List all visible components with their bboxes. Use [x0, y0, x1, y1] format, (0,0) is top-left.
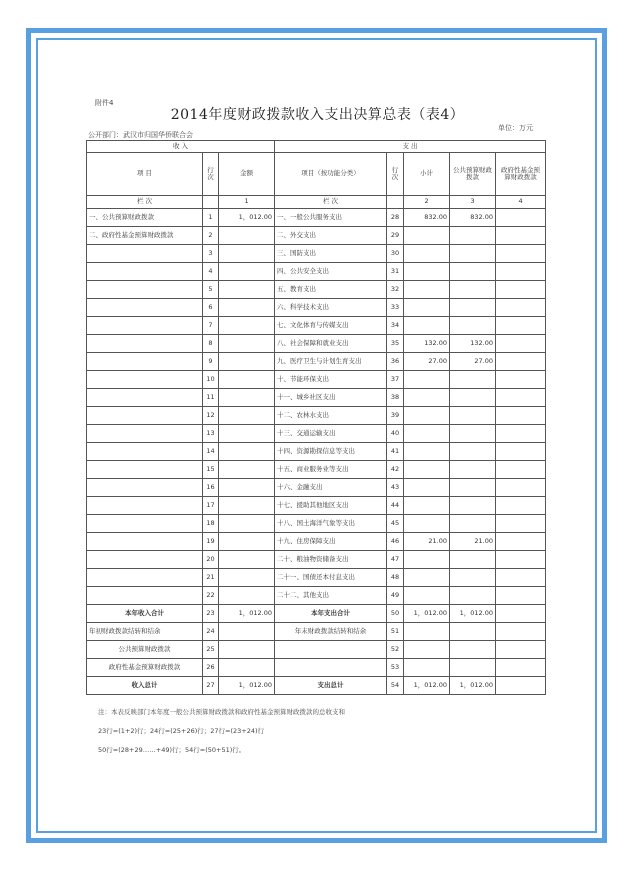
- expense-item: 六、科学技术支出: [275, 299, 387, 317]
- expense-row-num: 45: [387, 515, 404, 533]
- gov-carry-row-num-right: 53: [387, 659, 404, 677]
- col-header-gov-fund: 政府性基金预算财政拨款: [496, 153, 546, 196]
- carry-in-amount: [219, 623, 275, 641]
- expense-subtotal: [404, 515, 450, 533]
- expense-item: 四、公共安全支出: [275, 263, 387, 281]
- income-amount: [219, 407, 275, 425]
- colnum-empty: [203, 196, 219, 209]
- expense-row-num: 32: [387, 281, 404, 299]
- expense-row-num: 38: [387, 389, 404, 407]
- expense-item: 十九、住房保障支出: [275, 533, 387, 551]
- expense-subtotal: [404, 317, 450, 335]
- carry-in-row-num: 24: [203, 623, 219, 641]
- income-amount: [219, 245, 275, 263]
- income-item: [87, 407, 203, 425]
- expense-gov-fund: [496, 371, 546, 389]
- expense-row-num: 31: [387, 263, 404, 281]
- expense-gov-fund: [496, 245, 546, 263]
- expense-public-budget: [450, 407, 496, 425]
- expense-row-num: 48: [387, 569, 404, 587]
- grand-expense-row-num: 54: [387, 677, 404, 695]
- expense-public-budget: [450, 569, 496, 587]
- income-amount: [219, 371, 275, 389]
- income-item: [87, 353, 203, 371]
- document-title: 2014年度财政拨款收入支出决算总表（表4）: [170, 107, 465, 123]
- expense-row-num: 35: [387, 335, 404, 353]
- expense-subtotal: [404, 479, 450, 497]
- gov-carry-row-num: 26: [203, 659, 219, 677]
- table-row: [87, 281, 546, 299]
- expense-item: 十三、交通运输支出: [275, 425, 387, 443]
- expense-gov-fund: [496, 479, 546, 497]
- carry-out-subtotal: [404, 623, 450, 641]
- income-section-header: 收 入: [87, 141, 275, 153]
- expense-subtotal: [404, 299, 450, 317]
- expense-item: 七、文化体育与传媒支出: [275, 317, 387, 335]
- income-amount: [219, 335, 275, 353]
- income-amount: [219, 479, 275, 497]
- expense-subtotal: [404, 461, 450, 479]
- income-row-num: 10: [203, 371, 219, 389]
- gov-carry-amount: [219, 659, 275, 677]
- expense-subtotal: [404, 407, 450, 425]
- expense-gov-fund: [496, 227, 546, 245]
- carry-out-row-num: 51: [387, 623, 404, 641]
- col-header-item: 项 目: [87, 153, 203, 196]
- colnum-empty-right: [387, 196, 404, 209]
- section-header-row: [87, 141, 546, 153]
- expense-item: 五、教育支出: [275, 281, 387, 299]
- expense-subtotal: [404, 227, 450, 245]
- income-row-num: 4: [203, 263, 219, 281]
- income-amount: [219, 425, 275, 443]
- gov-carry-label: 政府性基金预算财政拨款: [87, 659, 203, 677]
- expense-public-budget: [450, 389, 496, 407]
- expense-gov-fund: [496, 551, 546, 569]
- income-amount: [219, 263, 275, 281]
- column-header-row: [87, 153, 546, 196]
- income-row-num: 2: [203, 227, 219, 245]
- table-row: [87, 389, 546, 407]
- public-carry-label: 公共预算财政拨款: [87, 641, 203, 659]
- expense-gov-fund: [496, 263, 546, 281]
- gov-fund-carry-row: [87, 659, 546, 677]
- income-item: [87, 515, 203, 533]
- gov-carry-gov: [496, 659, 546, 677]
- expense-item: 二十、粮油物资储备支出: [275, 551, 387, 569]
- annual-total-row: [87, 605, 546, 623]
- public-carry-amount: [219, 641, 275, 659]
- income-amount: [219, 461, 275, 479]
- income-amount: [219, 515, 275, 533]
- income-total-row-num: 23: [203, 605, 219, 623]
- income-amount: [219, 569, 275, 587]
- expense-row-num: 49: [387, 587, 404, 605]
- expense-row-num: 41: [387, 443, 404, 461]
- carry-out-label: 年末财政拨款结转和结余: [275, 623, 387, 641]
- footnotes: [98, 703, 345, 760]
- income-row-num: 3: [203, 245, 219, 263]
- expense-row-num: 28: [387, 209, 404, 227]
- gov-carry-public: [450, 659, 496, 677]
- expense-subtotal: 832.00: [404, 209, 450, 227]
- income-item: [87, 281, 203, 299]
- income-row-num: 19: [203, 533, 219, 551]
- income-item: [87, 263, 203, 281]
- income-row-num: 21: [203, 569, 219, 587]
- public-budget-carry-row: [87, 641, 546, 659]
- col-header-public-budget: 公共预算财政拨款: [450, 153, 496, 196]
- col-header-amount: 金额: [219, 153, 275, 196]
- expense-gov-fund: [496, 299, 546, 317]
- income-row-num: 16: [203, 479, 219, 497]
- department-label: 公开部门：武汉市归国华侨联合会: [88, 131, 193, 139]
- expense-subtotal: [404, 443, 450, 461]
- income-row-num: 17: [203, 497, 219, 515]
- table-row: [87, 497, 546, 515]
- footnote-line: 50行=(28+29……+49)行；54行=(50+51)行。: [98, 746, 246, 754]
- income-amount: [219, 227, 275, 245]
- table-row: [87, 299, 546, 317]
- expense-item: 三、国防支出: [275, 245, 387, 263]
- expense-gov-fund: [496, 425, 546, 443]
- carry-over-row: [87, 623, 546, 641]
- table-row: [87, 227, 546, 245]
- public-carry-row-num-right: 52: [387, 641, 404, 659]
- income-item: [87, 587, 203, 605]
- income-amount: [219, 497, 275, 515]
- income-amount: [219, 443, 275, 461]
- income-amount: [219, 299, 275, 317]
- attachment-label: 附件4: [95, 99, 114, 107]
- expense-subtotal: [404, 551, 450, 569]
- expense-subtotal: 27.00: [404, 353, 450, 371]
- table-row: [87, 515, 546, 533]
- income-amount: [219, 533, 275, 551]
- expense-gov-fund: [496, 569, 546, 587]
- income-item: [87, 299, 203, 317]
- expense-item: 十一、城乡社区支出: [275, 389, 387, 407]
- income-row-num: 1: [203, 209, 219, 227]
- expense-item: 十八、国土海洋气象等支出: [275, 515, 387, 533]
- income-item: [87, 317, 203, 335]
- table-row: [87, 245, 546, 263]
- expense-public-budget: 27.00: [450, 353, 496, 371]
- colnum-3: 3: [450, 196, 496, 209]
- table-row: [87, 407, 546, 425]
- income-amount: [219, 389, 275, 407]
- col-header-func-item: 项目（按功能分类）: [275, 153, 387, 196]
- income-row-num: 15: [203, 461, 219, 479]
- grand-income-label: 收入总计: [87, 677, 203, 695]
- expense-public-budget: [450, 299, 496, 317]
- table-row: [87, 479, 546, 497]
- income-item: [87, 497, 203, 515]
- expense-row-num: 34: [387, 317, 404, 335]
- colnum-label: 栏 次: [87, 196, 203, 209]
- colnum-1: 1: [219, 196, 275, 209]
- expense-public-budget: [450, 497, 496, 515]
- grand-total-row: [87, 677, 546, 695]
- income-total-amount: 1，012.00: [219, 605, 275, 623]
- expense-public-budget: [450, 587, 496, 605]
- expense-row-num: 29: [387, 227, 404, 245]
- expense-total-label: 本年支出合计: [275, 605, 387, 623]
- footnote-line: 23行=(1+2)行；24行=(25+26)行；27行=(23+24)行: [98, 727, 265, 735]
- table-row: [87, 425, 546, 443]
- income-row-num: 7: [203, 317, 219, 335]
- col-header-row: 行次: [203, 153, 219, 196]
- income-item: 一、公共预算财政拨款: [87, 209, 203, 227]
- public-carry-expense-item: [275, 641, 387, 659]
- expense-public-budget: [450, 227, 496, 245]
- expense-item: 二、外交支出: [275, 227, 387, 245]
- expense-public-budget: [450, 317, 496, 335]
- expense-public-budget: 132.00: [450, 335, 496, 353]
- table-row: [87, 461, 546, 479]
- expense-item: 十七、援助其他地区支出: [275, 497, 387, 515]
- income-item: [87, 335, 203, 353]
- table-row: [87, 317, 546, 335]
- footnote-line: 注：本表反映部门本年度一般公共预算财政拨款和政府性基金预算财政拨款的总收支和: [98, 708, 345, 716]
- expense-gov-fund: [496, 515, 546, 533]
- income-item: [87, 371, 203, 389]
- expense-row-num: 30: [387, 245, 404, 263]
- expense-total-public: 1，012.00: [450, 605, 496, 623]
- expense-item: 十四、资源勘探信息等支出: [275, 443, 387, 461]
- carry-out-public: [450, 623, 496, 641]
- income-row-num: 18: [203, 515, 219, 533]
- grand-expense-subtotal: 1，012.00: [404, 677, 450, 695]
- expense-row-num: 33: [387, 299, 404, 317]
- table-row: [87, 371, 546, 389]
- expense-item: 九、医疗卫生与计划生育支出: [275, 353, 387, 371]
- expense-gov-fund: [496, 533, 546, 551]
- expense-subtotal: [404, 587, 450, 605]
- income-amount: [219, 317, 275, 335]
- expense-row-num: 36: [387, 353, 404, 371]
- expense-item: 十六、金融支出: [275, 479, 387, 497]
- expense-subtotal: 21.00: [404, 533, 450, 551]
- expense-total-subtotal: 1，012.00: [404, 605, 450, 623]
- expense-subtotal: [404, 389, 450, 407]
- expense-public-budget: [450, 479, 496, 497]
- table-row: [87, 263, 546, 281]
- income-amount: [219, 281, 275, 299]
- income-amount: [219, 551, 275, 569]
- income-total-label: 本年收入合计: [87, 605, 203, 623]
- table-row: [87, 569, 546, 587]
- carry-out-gov: [496, 623, 546, 641]
- budget-table: [86, 140, 546, 695]
- expense-section-header: 支 出: [275, 141, 546, 153]
- income-row-num: 8: [203, 335, 219, 353]
- expense-public-budget: [450, 443, 496, 461]
- expense-item: 八、社会保障和就业支出: [275, 335, 387, 353]
- income-row-num: 22: [203, 587, 219, 605]
- income-row-num: 20: [203, 551, 219, 569]
- expense-gov-fund: [496, 335, 546, 353]
- col-header-row2: 行次: [387, 153, 404, 196]
- table-row: [87, 335, 546, 353]
- grand-income-amount: 1，012.00: [219, 677, 275, 695]
- expense-total-gov: [496, 605, 546, 623]
- income-row-num: 13: [203, 425, 219, 443]
- expense-row-num: 43: [387, 479, 404, 497]
- expense-subtotal: [404, 569, 450, 587]
- income-amount: [219, 587, 275, 605]
- expense-row-num: 40: [387, 425, 404, 443]
- expense-subtotal: [404, 371, 450, 389]
- income-item: [87, 245, 203, 263]
- expense-item: 一、一般公共服务支出: [275, 209, 387, 227]
- grand-income-row-num: 27: [203, 677, 219, 695]
- expense-gov-fund: [496, 317, 546, 335]
- expense-subtotal: [404, 281, 450, 299]
- gov-carry-subtotal: [404, 659, 450, 677]
- income-row-num: 11: [203, 389, 219, 407]
- expense-gov-fund: [496, 209, 546, 227]
- income-amount: 1，012.00: [219, 209, 275, 227]
- expense-public-budget: [450, 263, 496, 281]
- expense-gov-fund: [496, 497, 546, 515]
- expense-public-budget: 21.00: [450, 533, 496, 551]
- income-item: [87, 569, 203, 587]
- table-row: [87, 533, 546, 551]
- grand-expense-public: 1，012.00: [450, 677, 496, 695]
- expense-row-num: 37: [387, 371, 404, 389]
- income-item: [87, 479, 203, 497]
- income-item: [87, 533, 203, 551]
- income-item: [87, 461, 203, 479]
- expense-subtotal: [404, 263, 450, 281]
- expense-subtotal: [404, 497, 450, 515]
- expense-gov-fund: [496, 353, 546, 371]
- expense-gov-fund: [496, 389, 546, 407]
- expense-public-budget: [450, 371, 496, 389]
- income-row-num: 5: [203, 281, 219, 299]
- expense-row-num: 46: [387, 533, 404, 551]
- grand-expense-label: 支出总计: [275, 677, 387, 695]
- expense-total-row-num: 50: [387, 605, 404, 623]
- colnum-4: 4: [496, 196, 546, 209]
- expense-public-budget: [450, 461, 496, 479]
- table-row: [87, 587, 546, 605]
- table-row: [87, 353, 546, 371]
- expense-item: 十、节能环保支出: [275, 371, 387, 389]
- expense-subtotal: [404, 245, 450, 263]
- carry-in-label: 年初财政拨款结转和结余: [87, 623, 203, 641]
- expense-public-budget: 832.00: [450, 209, 496, 227]
- public-carry-public: [450, 641, 496, 659]
- expense-gov-fund: [496, 281, 546, 299]
- colnum-label-right: 栏 次: [275, 196, 387, 209]
- expense-public-budget: [450, 551, 496, 569]
- expense-gov-fund: [496, 587, 546, 605]
- expense-public-budget: [450, 245, 496, 263]
- colnum-2: 2: [404, 196, 450, 209]
- col-header-subtotal: 小计: [404, 153, 450, 196]
- table-row: [87, 209, 546, 227]
- expense-item: 十五、商业服务业等支出: [275, 461, 387, 479]
- expense-row-num: 44: [387, 497, 404, 515]
- expense-public-budget: [450, 425, 496, 443]
- expense-row-num: 42: [387, 461, 404, 479]
- public-carry-gov: [496, 641, 546, 659]
- income-row-num: 9: [203, 353, 219, 371]
- public-carry-row-num: 25: [203, 641, 219, 659]
- income-item: 二、政府性基金预算财政拨款: [87, 227, 203, 245]
- expense-subtotal: 132.00: [404, 335, 450, 353]
- income-row-num: 12: [203, 407, 219, 425]
- income-amount: [219, 353, 275, 371]
- expense-public-budget: [450, 281, 496, 299]
- table-row: [87, 443, 546, 461]
- expense-item: 十二、农林水支出: [275, 407, 387, 425]
- income-row-num: 6: [203, 299, 219, 317]
- income-item: [87, 389, 203, 407]
- expense-row-num: 39: [387, 407, 404, 425]
- column-number-row: [87, 196, 546, 209]
- public-carry-subtotal: [404, 641, 450, 659]
- income-item: [87, 443, 203, 461]
- income-row-num: 14: [203, 443, 219, 461]
- income-item: [87, 425, 203, 443]
- expense-item: 二十一、国债还本付息支出: [275, 569, 387, 587]
- expense-gov-fund: [496, 461, 546, 479]
- expense-public-budget: [450, 515, 496, 533]
- expense-row-num: 47: [387, 551, 404, 569]
- expense-gov-fund: [496, 443, 546, 461]
- gov-carry-expense-item: [275, 659, 387, 677]
- expense-subtotal: [404, 425, 450, 443]
- expense-gov-fund: [496, 407, 546, 425]
- table-row: [87, 551, 546, 569]
- expense-item: 二十二、其他支出: [275, 587, 387, 605]
- income-item: [87, 551, 203, 569]
- grand-expense-gov: [496, 677, 546, 695]
- unit-label: 单位：万元: [498, 124, 533, 132]
